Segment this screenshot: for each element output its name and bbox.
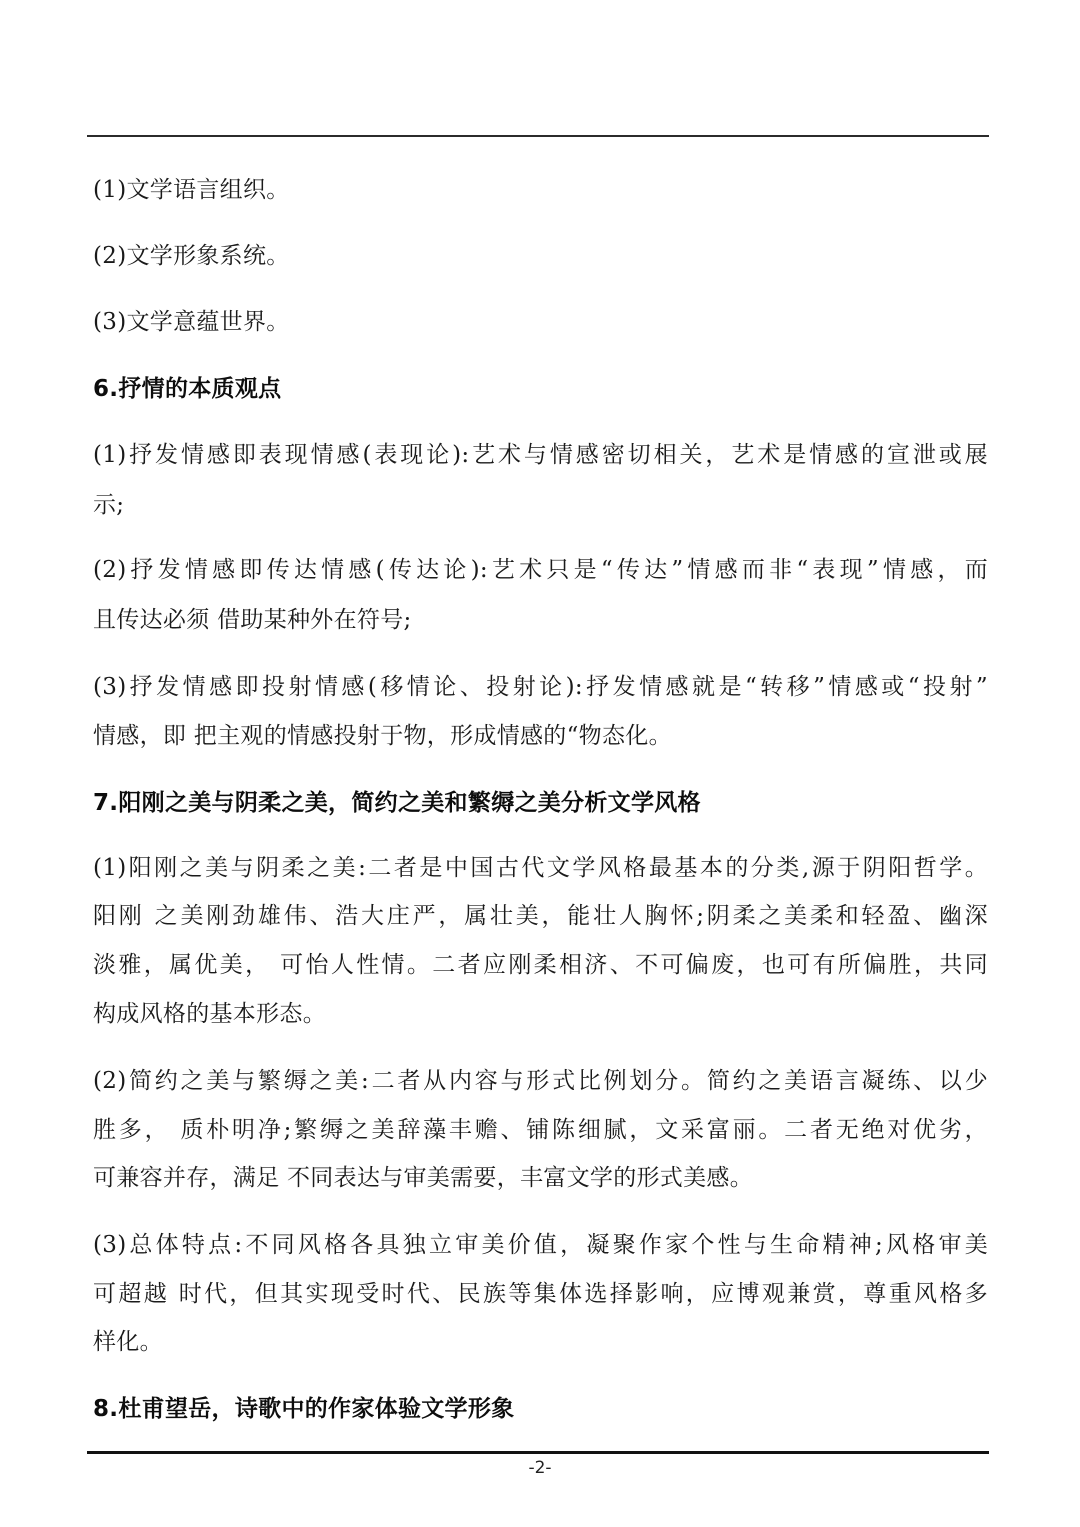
paragraph-line: (3)总体特点:不同风格各具独立审美价值，凝聚作家个性与生命精神;风格审美: [93, 1232, 988, 1258]
paragraph-line: 情感，即 把主观的情感投射于物，形成情感的“物态化。: [93, 723, 672, 749]
paragraph-line: 可兼容并存，满足 不同表达与审美需要，丰富文学的形式美感。: [93, 1165, 754, 1191]
paragraph-line: (3)抒发情感即投射情感(移情论、投射论):抒发情感就是“转移”情感或“投射”: [93, 674, 988, 700]
list-item: (1)文学语言组织。: [93, 177, 290, 203]
paragraph-line: (1)阳刚之美与阴柔之美:二者是中国古代文学风格最基本的分类,源于阴阳哲学。: [93, 855, 988, 881]
paragraph-line: 淡雅，属优美， 可怡人性情。二者应刚柔相济、不可偏废，也可有所偏胜，共同: [93, 952, 988, 978]
paragraph-line: 阳刚 之美刚劲雄伟、浩大庄严，属壮美，能壮人胸怀;阴柔之美柔和轻盈、幽深: [93, 903, 988, 929]
header-rule: [87, 135, 989, 137]
paragraph-line: 胜多， 质朴明净;繁缛之美辞藻丰赡、铺陈细腻，文采富丽。二者无绝对优劣，: [93, 1117, 988, 1143]
list-item: (2)文学形象系统。: [93, 243, 290, 269]
paragraph-line: (2)简约之美与繁缛之美:二者从内容与形式比例划分。简约之美语言凝练、以少: [93, 1068, 988, 1094]
page-number: -2-: [528, 1458, 552, 1478]
paragraph-line: 样化。: [93, 1329, 163, 1355]
paragraph-line: 可超越 时代，但其实现受时代、民族等集体选择影响，应博观兼赏，尊重风格多: [93, 1281, 988, 1307]
paragraph-line: 示;: [93, 492, 125, 518]
paragraph-line: (1)抒发情感即表现情感(表现论):艺术与情感密切相关，艺术是情感的宣泄或展: [93, 442, 988, 468]
section-heading-7: 7.阳刚之美与阴柔之美，简约之美和繁缛之美分析文学风格: [93, 790, 701, 816]
footer-rule: [87, 1451, 989, 1454]
section-heading-6: 6.抒情的本质观点: [93, 376, 282, 402]
paragraph-line: 且传达必须 借助某种外在符号;: [93, 607, 412, 633]
section-heading-8: 8.杜甫望岳，诗歌中的作家体验文学形象: [93, 1396, 515, 1422]
paragraph-line: (2)抒发情感即传达情感(传达论):艺术只是“传达”情感而非“表现”情感，而: [93, 557, 988, 583]
paragraph-line: 构成风格的基本形态。: [93, 1001, 326, 1027]
list-item: (3)文学意蕴世界。: [93, 309, 290, 335]
